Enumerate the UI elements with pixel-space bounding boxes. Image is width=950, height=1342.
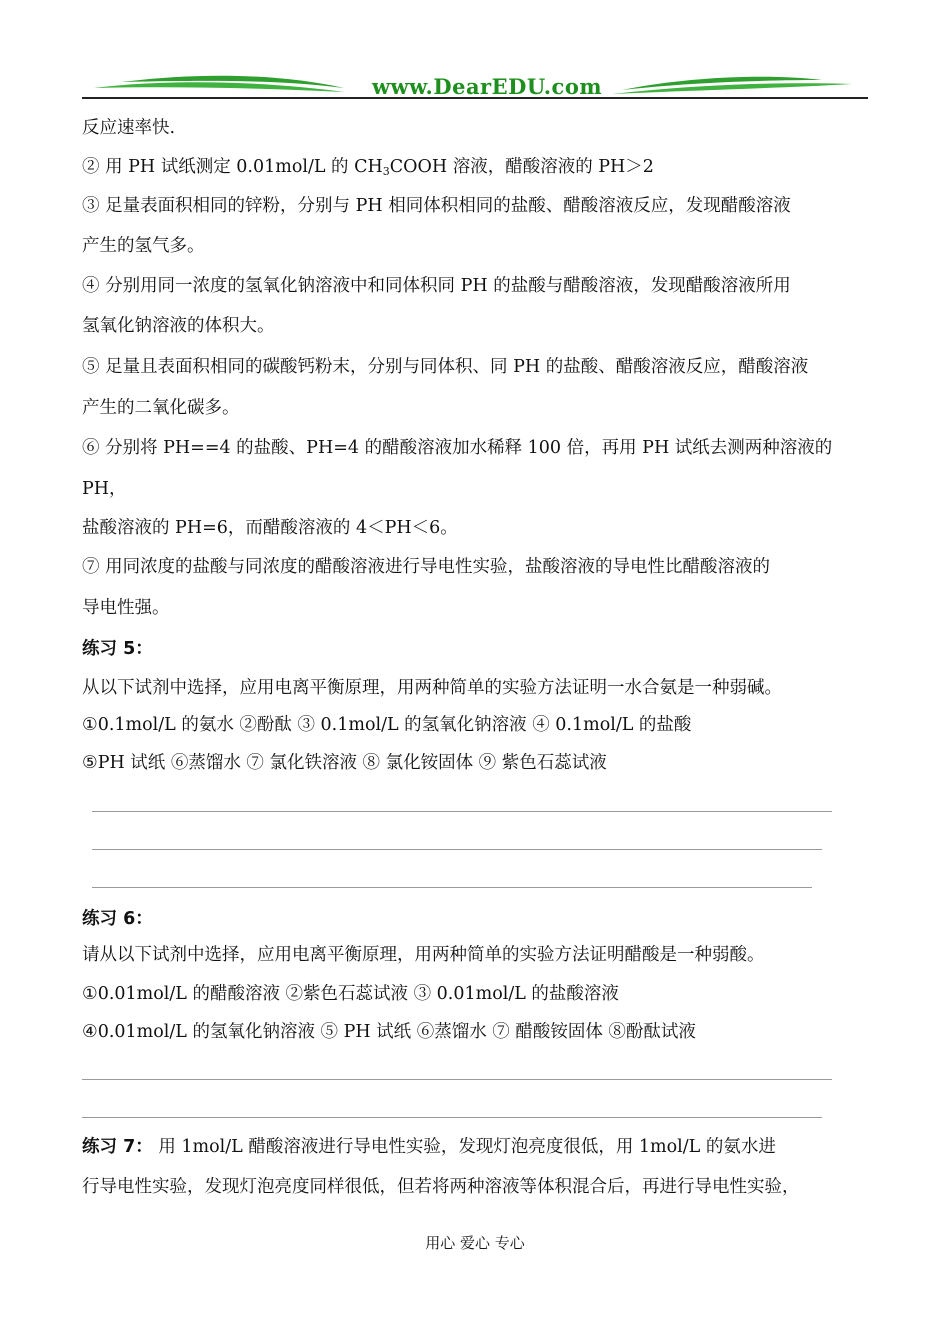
exercise-5-options: ⑤PH 试纸 ⑥蒸馏水 ⑦ 氯化铁溶液 ⑧ 氯化铵固体 ⑨ 紫色石蕊试液 (82, 753, 607, 773)
body-line: 导电性强。 (82, 598, 170, 618)
page-footer: 用心 爱心 专心 (425, 1234, 525, 1252)
body-line: 反应速率快. (82, 118, 176, 138)
body-line (82, 155, 654, 179)
body-line: PH， (82, 479, 127, 499)
exercise-7-line (82, 1135, 776, 1159)
body-line: ⑥ 分别将 PH==4 的盐酸、PH=4 的醋酸溶液加水稀释 100 倍，再用 PH 试纸去测两种溶液的 (82, 438, 833, 458)
body-line: 氢氧化钠溶液的体积大。 (82, 316, 275, 336)
body-line: ⑤ 足量且表面积相同的碳酸钙粉末，分别与同体积、同 PH 的盐酸、醋酸溶液反应，醋酸溶液 (82, 357, 809, 377)
text-segment: COOH 溶液，醋酸溶液的 PH＞2 (389, 157, 654, 177)
header-rule (82, 97, 868, 99)
body-line: 盐酸溶液的 PH=6，而醋酸溶液的 4＜PH＜6。 (82, 518, 458, 538)
logo-text: www.DearEDU.com (371, 74, 603, 99)
answer-line (92, 849, 822, 850)
exercise-7-text: 用 1mol/L 醋酸溶液进行导电性实验，发现灯泡亮度很低，用 1mol/L 的氨水进 (152, 1137, 776, 1157)
subscript: 3 (382, 165, 390, 178)
answer-line (92, 811, 832, 812)
body-line: 产生的氢气多。 (82, 236, 205, 256)
body-line: ③ 足量表面积相同的锌粉，分别与 PH 相同体积相同的盐酸、醋酸溶液反应，发现醋酸溶液 (82, 196, 791, 216)
exercise-5-title: 练习 5： (82, 639, 153, 659)
exercise-5-question: 从以下试剂中选择，应用电离平衡原理，用两种简单的实验方法证明一水合氨是一种弱碱。 (82, 678, 782, 698)
exercise-6-question: 请从以下试剂中选择，应用电离平衡原理，用两种简单的实验方法证明醋酸是一种弱酸。 (82, 945, 765, 965)
text-segment: ② 用 PH 试纸测定 0.01mol/L 的 CH (82, 157, 383, 177)
body-line: ⑦ 用同浓度的盐酸与同浓度的醋酸溶液进行导电性实验，盐酸溶液的导电性比醋酸溶液的 (82, 557, 771, 577)
answer-line (82, 1079, 832, 1080)
exercise-6-title: 练习 6： (82, 909, 153, 929)
exercise-6-options: ①0.01mol/L 的醋酸溶液 ②紫色石蕊试液 ③ 0.01mol/L 的盐酸溶液 (82, 984, 619, 1004)
body-line: ④ 分别用同一浓度的氢氧化钠溶液中和同体积同 PH 的盐酸与醋酸溶液，发现醋酸溶液所用 (82, 276, 791, 296)
exercise-7-text: 行导电性实验，发现灯泡亮度同样很低，但若将两种溶液等体积混合后，再进行导电性实验， (82, 1177, 800, 1197)
exercise-7-title: 练习 7： (82, 1137, 153, 1157)
answer-line (92, 887, 812, 888)
answer-line (82, 1117, 822, 1118)
exercise-5-options: ①0.1mol/L 的氨水 ②酚酞 ③ 0.1mol/L 的氢氧化钠溶液 ④ 0.1mol/L 的盐酸 (82, 715, 692, 735)
body-line: 产生的二氧化碳多。 (82, 398, 240, 418)
page-header (82, 70, 868, 102)
exercise-6-options: ④0.01mol/L 的氢氧化钠溶液 ⑤ PH 试纸 ⑥蒸馏水 ⑦ 醋酸铵固体 ⑧酚酞试液 (82, 1022, 696, 1042)
